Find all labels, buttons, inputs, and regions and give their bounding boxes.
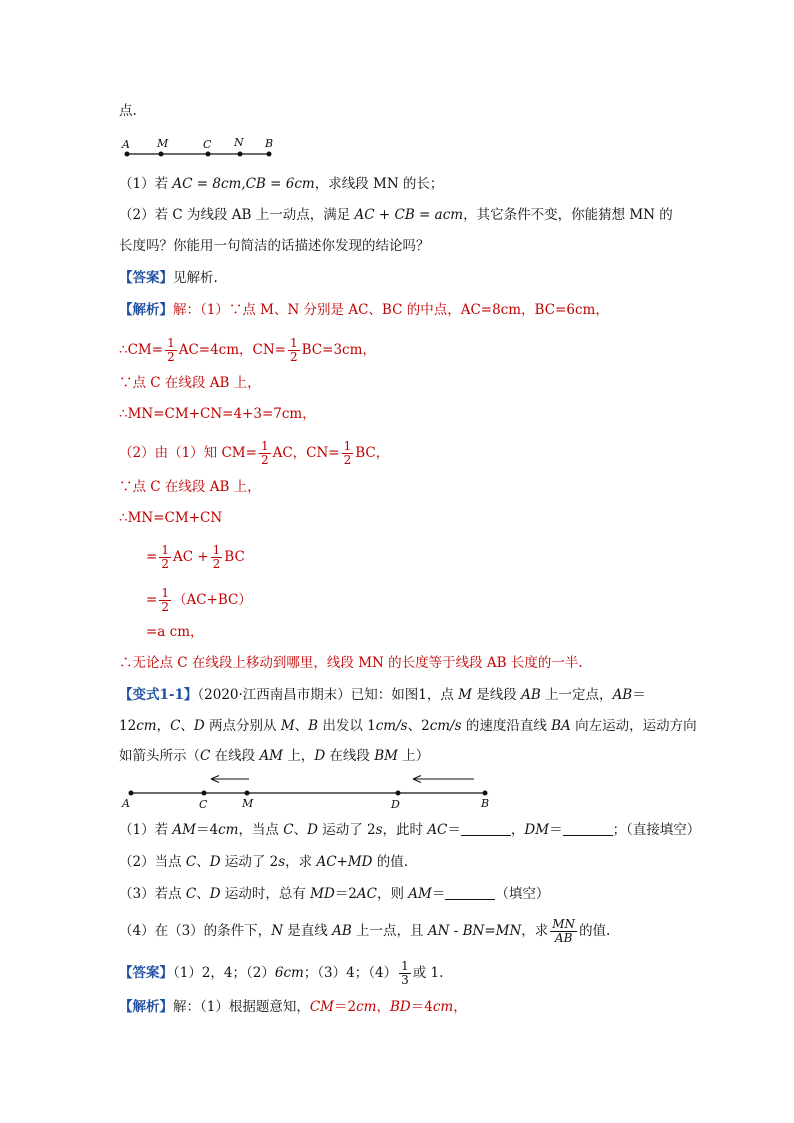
fraction-half: $\frac{1}{2}$ [260, 439, 269, 467]
segment-figure-2 [115, 770, 495, 812]
solution-1-line-5: （2）由（1）知 CM= $\frac{1}{2}$ AC，CN= $\frac{1}{2}$ BC， [119, 439, 390, 467]
fraction-half: $\frac{1}{2}$ [161, 543, 169, 571]
point-label-b: B [481, 797, 490, 810]
fraction-half: $\frac{1}{2}$ [212, 543, 221, 571]
variant-1-1-line-2: 12cm，C、D 两点分别从 M、B 出发以 1cm/s、2cm/s 的速度沿直线 BA 向左运动，运动方向 [119, 718, 697, 734]
solution-1-line-1: 【解析】解：（1）∵点 M、N 分别是 AC、BC 的中点，AC=8cm，BC=6cm， [119, 302, 609, 318]
arrow-left-icon [211, 776, 249, 783]
question-1-part-2: （2）若 C 为线段 AB 上一动点，满足 AC + CB = acm，其它条件不变，你能猜想 MN 的 [119, 207, 673, 223]
point-label-d: D [391, 798, 400, 811]
solution-1-conclusion: ∴无论点 C 在线段上移动到哪里，线段 MN 的长度等于线段 AB 长度的一半. [119, 655, 583, 671]
question-1-part-2-line-2: 长度吗？你能用一句简洁的话描述你发现的结论吗？ [119, 238, 430, 254]
solution-1-line-10: =a cm， [146, 624, 204, 640]
question-2-part-1: （1）若 AM＝4cm，当点 C、D 运动了 2s，此时 AC＝ ，DM＝ ；（直接填空） [119, 822, 701, 838]
question-2-part-4: （4）在（3）的条件下，N 是直线 AB 上一点，且 AN - BN=MN，求 $\frac{MN}{AB}$ 的值. [119, 917, 611, 945]
fraction-one-third: $\frac{1}{3}$ [401, 959, 409, 987]
point-label-c: C [199, 798, 208, 811]
fraction-mn-over-ab: $\frac{MN}{AB}$ [552, 917, 576, 945]
variant-1-1-line-3: 如箭头所示（C 在线段 AM 上，D 在线段 BM 上） [119, 748, 430, 764]
segment-figure-1 [115, 134, 285, 164]
answer-blank[interactable] [563, 821, 613, 836]
question-1-part-1: （1）若 AC = 8cm,CB = 6cm，求线段 MN 的长； [119, 176, 444, 192]
fraction-half: $\frac{1}{2}$ [167, 336, 175, 364]
solution-1-line-9: = $\frac{1}{2}$ （AC+BC） [146, 586, 252, 614]
answer-blank[interactable] [461, 821, 511, 836]
point-label-a: A [122, 797, 130, 810]
solution-1-line-6: ∵点 C 在线段 AB 上， [119, 479, 261, 495]
fraction-half: $\frac{1}{2}$ [290, 336, 298, 364]
fraction-half: $\frac{1}{2}$ [343, 439, 352, 467]
point-label-b: B [265, 137, 274, 150]
point-label-c: C [203, 138, 212, 151]
point-label-m: M [157, 137, 169, 150]
answer-blank[interactable] [445, 885, 495, 900]
point-label-m: M [242, 797, 254, 810]
answer-1: 【答案】见解析. [119, 270, 218, 286]
continuation-text: 点. [119, 103, 137, 119]
solution-1-line-3: ∵点 C 在线段 AB 上， [119, 375, 261, 391]
answer-2: 【答案】（1）2，4；（2）6cm；（3）4；（4） $\frac{1}{3}$ 或 1. [119, 959, 444, 987]
point-label-a: A [122, 138, 130, 151]
solution-1-line-7: ∴MN=CM+CN [119, 510, 223, 526]
solution-1-line-2: ∴CM= $\frac{1}{2}$ AC=4cm，CN= $\frac{1}{2}$ BC=3cm， [119, 336, 376, 364]
variant-1-1-line-1: 【变式1-1】（2020·江西南昌市期末）已知：如图1，点 M 是线段 AB 上一定点，AB＝ [119, 687, 646, 703]
solution-2-line-1: 【解析】解：（1）根据题意知，CM＝2cm，BD＝4cm， [119, 999, 467, 1015]
solution-1-line-8: = $\frac{1}{2}$ AC + $\frac{1}{2}$ BC [146, 543, 245, 571]
fraction-half: $\frac{1}{2}$ [161, 586, 169, 614]
solution-1-line-4: ∴MN=CM+CN=4+3=7cm， [119, 406, 316, 422]
arrow-left-icon [413, 776, 474, 783]
question-2-part-3: （3）若点 C、D 运动时，总有 MD＝2AC，则 AM＝ （填空） [119, 886, 550, 902]
question-2-part-2: （2）当点 C、D 运动了 2s，求 AC+MD 的值. [119, 854, 409, 870]
point-label-n: N [234, 136, 244, 149]
